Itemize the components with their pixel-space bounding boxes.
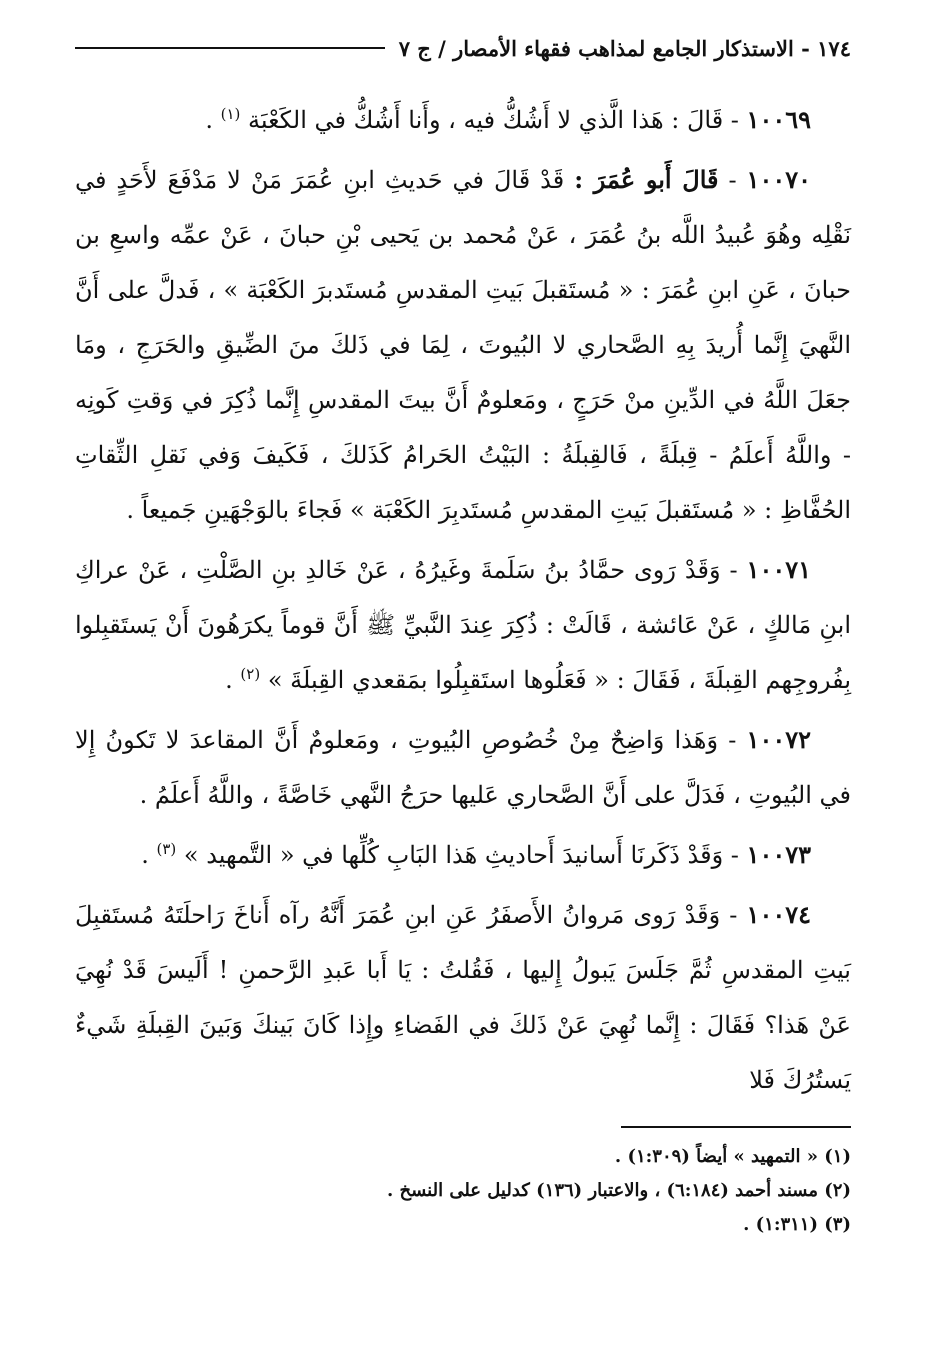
paragraph-text: - وَقَدْ ذَكَرنَا أَسانيدَ أَحاديثِ هَذا البَابِ كُلِّها في « التَّمهيد »	[176, 841, 747, 869]
header-title: ١٧٤ - الاستذكار الجامع لمذاهب فقهاء الأمصار / ج ٧	[398, 35, 851, 61]
paragraph	[75, 542, 851, 708]
footnote: (٢) مسند أحمد (٦:١٨٤) ، والاعتبار (١٣٦) كدليل على النسخ .	[386, 1180, 851, 1201]
footnote-separator	[621, 1126, 851, 1128]
paragraph-text: - قَالَ : هَذا الَّذي لا أَشُكُّ فيه ، وأَنا أَشُكُّ في الكَعْبَة	[240, 106, 747, 134]
paragraph	[75, 887, 851, 1108]
paragraph-text: -	[718, 166, 747, 194]
speaker-label: قَالَ أَبو عُمَرَ :	[574, 165, 719, 194]
paragraph-text: - وَهَذا وَاضِحٌ مِنْ خُصُوصِ البُيوتِ ، ومَعلومٌ أَنَّ المقاعدَ لا تَكونُ إِلا في البُيوتِ ، فَدَلَّ على أَنَّ الصَّحاري عَليها حرَجُ النَّهي خَاصَّةً ، واللَّهُ أَعلَمُ .	[75, 726, 851, 809]
footnote-reference: (٣)	[156, 840, 177, 858]
paragraph-number: ١٠٠٧١	[746, 555, 811, 584]
paragraph-text: - وَقَدْ رَوى مَروانُ الأَصفَرُ عَنِ ابنِ عُمَرَ أَنَّهُ رآه أَناخَ رَاحلَتَهُ مُستَقبِلَ بَيتِ المقدسِ ثُمَّ جَلَسَ يَبولُ إِليها ، فَقُلتُ : يَا أَبا عَبدِ الرَّحمنِ ! أَلَيسَ قَدْ نُهِيَ عَنْ هَذا؟ فَقَالَ : إِنَّما نُهِيَ عَنْ ذَلكَ في الفَضاءِ وإِذا كَانَ بَينكَ وَبَينَ القِبلَةِ شَيءٌ يَستُرُكَ فَلا	[75, 901, 851, 1094]
paragraph	[75, 712, 851, 823]
footnote: (١) « التمهيد » أيضاً (١:٣٠٩) .	[614, 1146, 851, 1167]
paragraph-number: ١٠٠٧٣	[746, 840, 811, 869]
header-rule	[75, 47, 385, 49]
footnote: (٣) (١:٣١١) .	[743, 1214, 851, 1235]
paragraph-text: قَدْ قَالَ في حَديثِ ابنِ عُمَرَ مَنْ لا مَدْفَعَ لأَحَدٍ في نَقْلِه وهُوَ عُبيدُ اللَّه بنُ عُمَرَ ، عَنْ مُحمد بن يَحيى بْنِ حبانَ ، عَنْ عمِّه واسعِ بن حبانَ ، عَنِ ابنِ عُمَرَ : « مُستَقبلَ بَيتِ المقدسِ مُستَدبرَ الكَعْبَة » ، فَدلَّ على أَنَّ النَّهيَ إِنَّما أُريدَ بِهِ الصَّحاري لا البُيوتَ ، لِمَا في ذَلكَ منَ الضِّيقِ والحَرَجِ ، ومَا جعَلَ اللَّهُ في الدِّينِ منْ حَرَجٍ ، ومَعلومٌ أَنَّ بيتَ المقدسِ إِنَّما ذُكِرَ في وَقتِ كَونِه - واللَّهُ أَعلَمُ - قِبلَةً ، فَالقِبلَةُ : البَيْتُ الحَرامُ كَذَلكَ ، فَكَيفَ وَفي نَقلِ الثِّقاتِ الحُفَّاظِ : « مُستَقبلَ بَيتِ المقدسِ مُستَدبِرَ الكَعْبَة » فَجاءَ بالوَجْهَينِ جَميعاً .	[75, 166, 851, 524]
paragraph	[75, 827, 851, 883]
paragraph	[75, 92, 851, 148]
paragraph-number: ١٠٠٧٢	[746, 725, 811, 754]
paragraph-number: ١٠٠٧٤	[746, 900, 811, 929]
paragraph-number: ١٠٠٧٠	[746, 165, 811, 194]
footnotes	[75, 1140, 851, 1242]
paragraph-text: - وَقَدْ رَوى حمَّادُ بنُ سَلَمةَ وغَيرُهُ ، عَنْ خَالدِ بنِ الصَّلْتِ ، عَنْ عراكِ ابنِ مَالكٍ ، عَنْ عَائشة ، قَالَتْ : ذُكِرَ عِندَ النَّبيِّ ﷺ أَنَّ قوماً يكرَهُونَ أَنْ يَستَقبِلوا بِفُروجِهم القِبلَةَ ، فَقَالَ : « فَعَلُوها استَقبِلُوا بمَقعدي القِبلَةَ »	[75, 556, 851, 694]
paragraph-text: .	[225, 666, 241, 694]
footnote-reference: (٢)	[240, 665, 261, 683]
footnote-reference: (١)	[220, 105, 241, 123]
paragraph	[75, 152, 851, 538]
main-text	[75, 92, 851, 1112]
paragraph-text: .	[141, 841, 157, 869]
paragraph-text: .	[205, 106, 221, 134]
paragraph-number: ١٠٠٦٩	[746, 105, 811, 134]
running-header	[75, 28, 851, 68]
